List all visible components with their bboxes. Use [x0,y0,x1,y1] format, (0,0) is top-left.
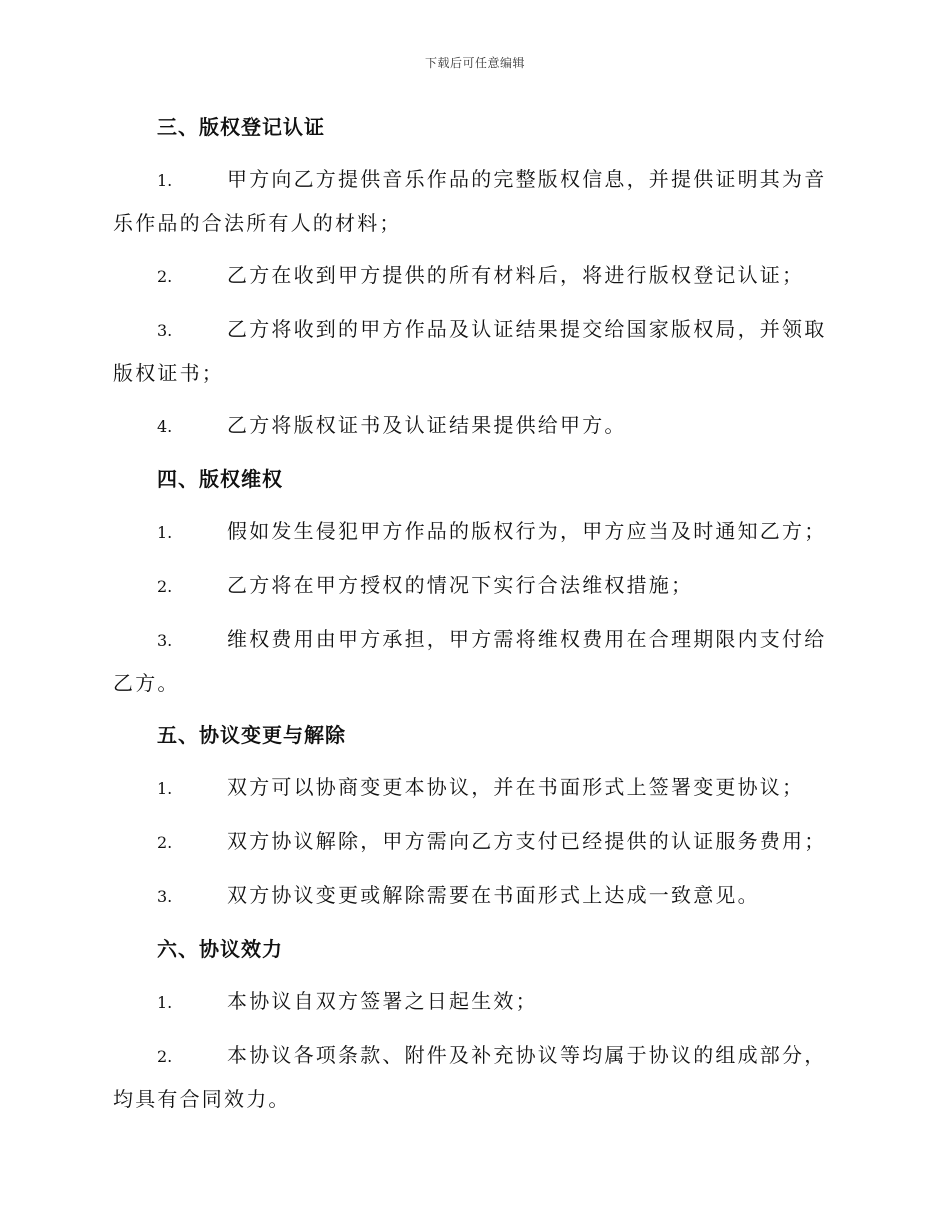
clause-text: 乙方将收到的甲方作品及认证结果提交给国家版权局，并领取版权证书； [113,317,827,385]
clause-text: 乙方将在甲方授权的情况下实行合法维权措施； [227,573,694,597]
clause-4-1 [113,510,835,554]
header-note: 下载后可任意编辑 [424,56,525,70]
clause-number: 3. [157,321,173,340]
clause-5-1 [113,766,835,810]
section-heading-3: 三、版权登记认证 [157,115,325,139]
clause-5-3 [113,874,835,918]
clause-text: 双方可以协商变更本协议，并在书面形式上签署变更协议； [227,775,805,799]
clause-number: 1. [157,171,173,190]
clause-3-4 [113,404,835,448]
clause-text: 甲方向乙方提供音乐作品的完整版权信息，并提供证明其为音乐作品的合法所有人的材料； [113,167,827,235]
section-heading-6: 六、协议效力 [157,937,283,961]
clause-3-1 [113,158,835,244]
clause-3-2 [113,254,835,298]
clause-text: 本协议自双方签署之日起生效； [227,989,538,1013]
clause-text: 维权费用由甲方承担，甲方需将维权费用在合理期限内支付给乙方。 [113,627,827,695]
clause-text: 假如发生侵犯甲方作品的版权行为，甲方应当及时通知乙方； [227,519,827,543]
clause-number: 3. [157,631,173,650]
clause-text: 双方协议解除，甲方需向乙方支付已经提供的认证服务费用； [227,829,827,853]
clause-number: 4. [157,417,173,436]
document-body [113,106,835,1130]
section-heading-4: 四、版权维权 [157,467,283,491]
clause-text: 本协议各项条款、附件及补充协议等均属于协议的组成部分，均具有合同效力。 [113,1043,827,1111]
clause-6-2 [113,1034,835,1120]
clause-number: 2. [157,577,173,596]
clause-6-1 [113,980,835,1024]
clause-text: 乙方将版权证书及认证结果提供给甲方。 [227,413,627,437]
clause-number: 2. [157,833,173,852]
clause-number: 1. [157,779,173,798]
section-heading-5: 五、协议变更与解除 [157,723,346,747]
clause-text: 乙方在收到甲方提供的所有材料后，将进行版权登记认证； [227,263,805,287]
clause-4-3 [113,618,835,704]
clause-number: 2. [157,1047,173,1066]
clause-text: 双方协议变更或解除需要在书面形式上达成一致意见。 [227,883,760,907]
clause-5-2 [113,820,835,864]
clause-number: 3. [157,887,173,906]
clause-3-3 [113,308,835,394]
clause-4-2 [113,564,835,608]
clause-number: 1. [157,523,173,542]
clause-number: 2. [157,267,173,286]
clause-number: 1. [157,993,173,1012]
